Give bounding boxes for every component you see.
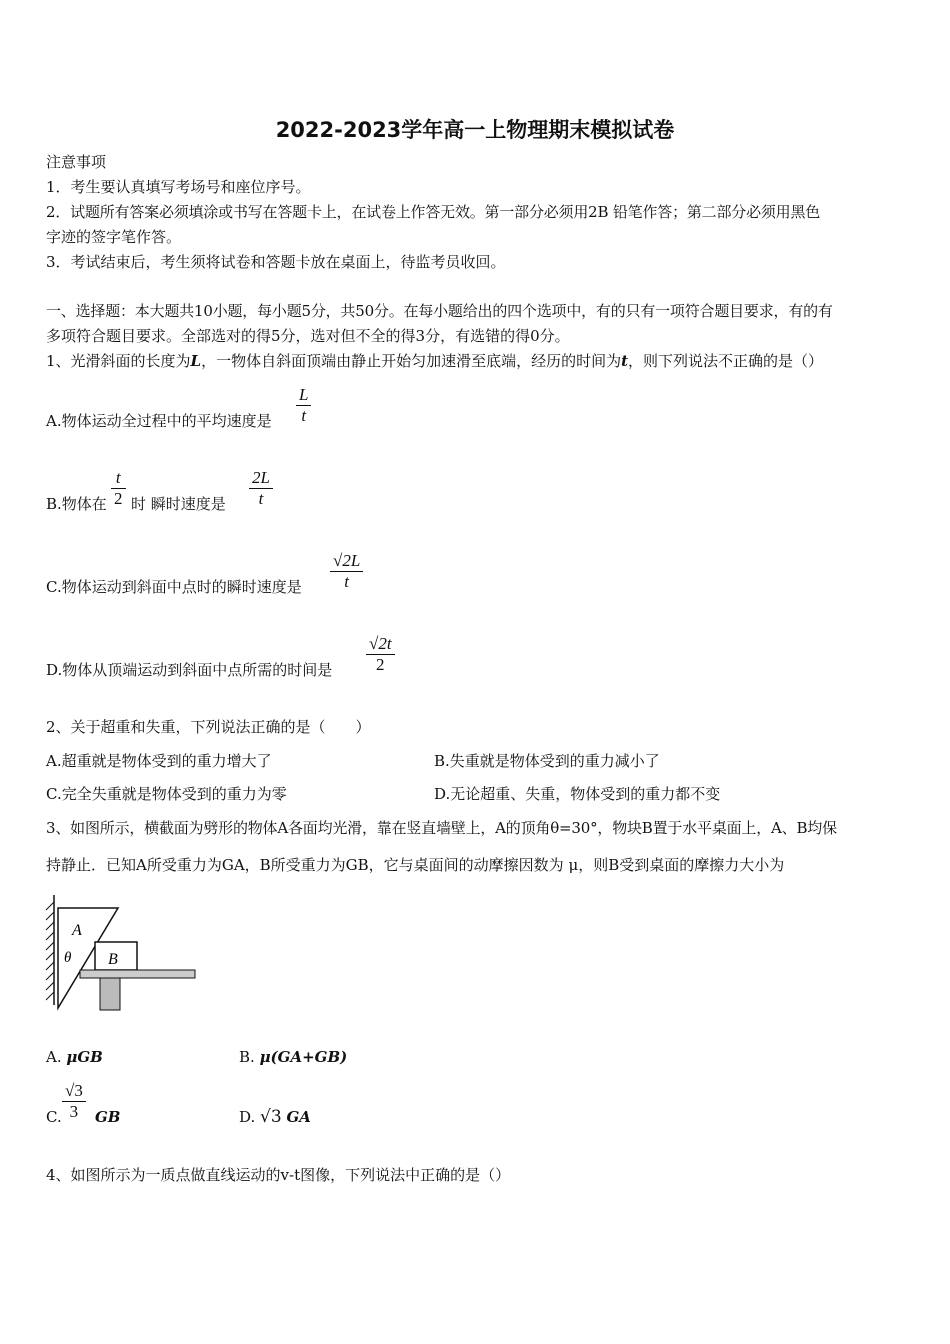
page-title: 2022-2023学年高一上物理期末模拟试卷: [275, 118, 675, 142]
section-1-intro-cont: 多项符合题目要求。全部选对的得5分，选对但不全的得3分，有选错的得0分。: [46, 327, 570, 345]
fraction-2l-over-t: $\frac{2L}{t}$: [249, 468, 273, 509]
question-4-stem: 4、如图所示为一质点做直线运动的v-t图像，下列说法中正确的是（）: [46, 1166, 511, 1184]
figure-label-theta: θ: [64, 950, 72, 966]
fraction-sqrt3-over-3: $\frac{√3}{3}$: [62, 1081, 86, 1122]
question-3-stem: 3、如图所示，横截面为劈形的物体A各面均光滑，靠在竖直墙壁上，A的顶角θ=30°，物块B置于水平桌面上，A、B均保: [46, 819, 837, 837]
wedge-block-figure: [40, 890, 210, 1015]
section-1-intro: 一、选择题：本大题共10小题，每小题5分，共50分。在每小题给出的四个选项中，有的只有一项符合题目要求，有的有: [46, 302, 833, 320]
notice-heading: 注意事项: [46, 153, 107, 171]
question-3-option-d: D. √3 GA: [239, 1107, 311, 1127]
fraction-l-over-t: $\frac{L}{t}$: [296, 385, 311, 426]
question-1-option-a: A.物体运动全过程中的平均速度是: [46, 412, 272, 430]
question-3-option-c-suffix: GB: [95, 1108, 121, 1126]
question-3-option-a: A. μGB: [46, 1048, 103, 1066]
question-1-stem: 1、光滑斜面的长度为L，一物体自斜面顶端由静止开始匀加速滑至底端，经历的时间为t，则下列说法不正确的是（）: [46, 352, 824, 370]
question-2-option-a: A.超重就是物体受到的重力增大了: [46, 752, 272, 770]
fraction-sqrt2l-over-t: $\frac{√2L}{t}$: [330, 551, 363, 592]
question-2-option-c: C.完全失重就是物体受到的重力为零: [46, 785, 287, 803]
question-2-stem: 2、关于超重和失重，下列说法正确的是（ ）: [46, 718, 371, 736]
notice-item-2-cont: 字迹的签字笔作答。: [46, 228, 182, 246]
question-2-option-b: B.失重就是物体受到的重力减小了: [434, 752, 660, 770]
figure-label-a: A: [72, 922, 82, 939]
question-1-option-d: D.物体从顶端运动到斜面中点所需的时间是: [46, 661, 333, 679]
question-1-option-b: B.物体在: [46, 495, 107, 513]
question-3-stem-cont: 持静止．已知A所受重力为GA，B所受重力为GB，它与桌面间的动摩擦因数为 μ，则B受到桌面的摩擦力大小为: [46, 856, 785, 874]
notice-item-1: 1．考生要认真填写考场号和座位序号。: [46, 178, 311, 196]
figure-label-b: B: [108, 951, 118, 968]
fraction-t-over-2: $\frac{t}{2}$: [111, 468, 126, 509]
question-1-option-b-text: 时 瞬时速度是: [131, 495, 226, 513]
question-2-option-d: D.无论超重、失重，物体受到的重力都不变: [434, 785, 721, 803]
fraction-sqrt2t-over-2: $\frac{√2t}{2}$: [366, 634, 395, 675]
question-1-option-c: C.物体运动到斜面中点时的瞬时速度是: [46, 578, 302, 596]
question-3-option-c-prefix: C.: [46, 1108, 62, 1126]
notice-item-2: 2．试题所有答案必须填涂或书写在答题卡上，在试卷上作答无效。第一部分必须用2B 铅笔作答；第二部分必须用黑色: [46, 203, 821, 221]
notice-item-3: 3．考试结束后，考生须将试卷和答题卡放在桌面上，待监考员收回。: [46, 253, 506, 271]
question-3-option-b: B. μ(GA+GB): [239, 1048, 348, 1066]
